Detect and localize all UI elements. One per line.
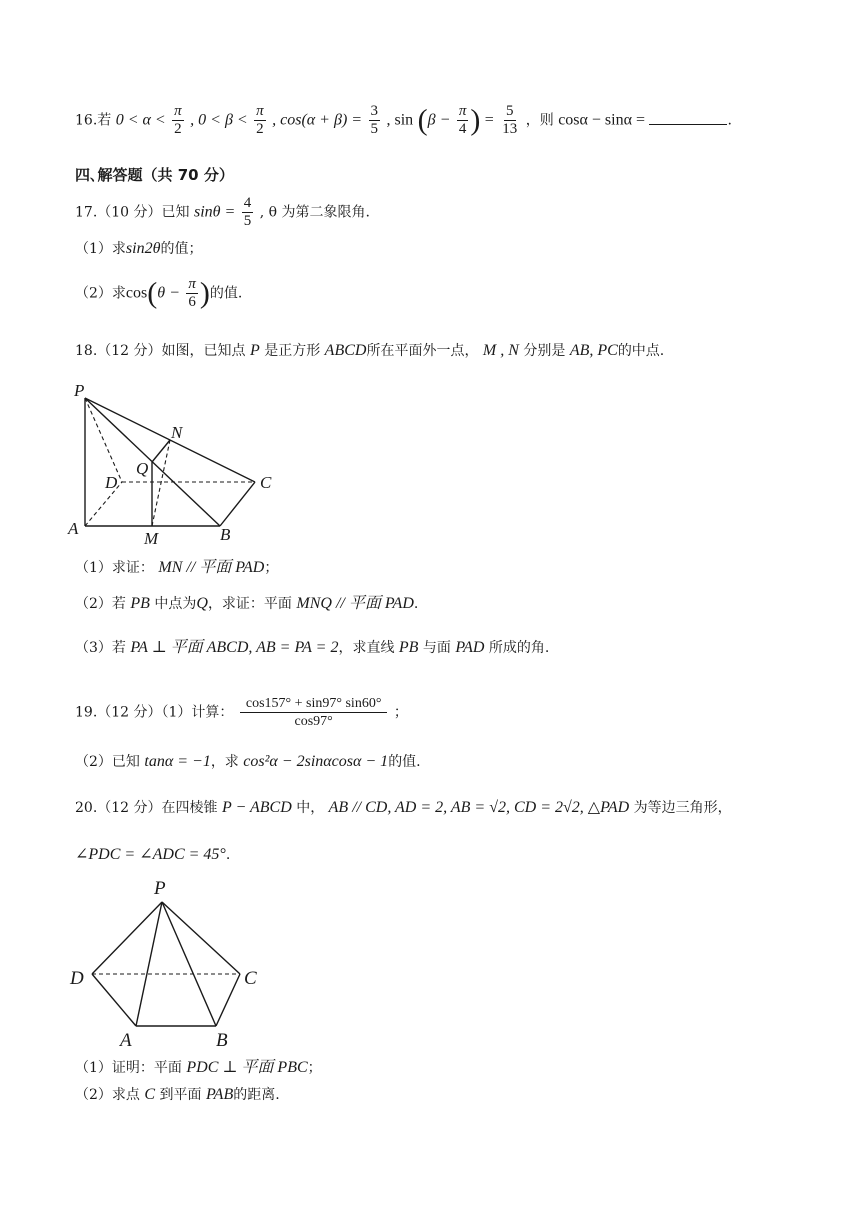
q18-part1 (75, 557, 278, 579)
q19-tail: ； (393, 704, 408, 721)
q20-p1-expr: PDC ⊥ 平面 PBC (186, 1059, 308, 1076)
q19-p2-expr: cos²α − 2sinαcosα − 1 (243, 753, 389, 770)
q18-line (75, 340, 664, 362)
q20-angle-end: . (225, 847, 231, 863)
q16-frac-5-13: $\frac{5}{13}$ (502, 103, 518, 137)
q18-p1-label: （1）求证： (75, 560, 154, 576)
q20-mid: 中， (296, 800, 325, 816)
q18-mn: M , N (482, 342, 519, 359)
q16-frac-3-5: $\frac{3}{5}$ (370, 103, 379, 137)
q16-answer-blank (649, 110, 727, 125)
q17-head: 17.（10 分）已知 (75, 204, 190, 221)
q17-p2-cos: cos (125, 284, 148, 302)
q17-p1-label: （1）求 (75, 241, 126, 257)
q18-p2-mid: 中点为 (154, 596, 197, 612)
q19-part2 (75, 751, 421, 773)
q20-angle: ∠PDC = ∠ADC = 45° (75, 846, 226, 863)
q18-p3-mid: ，求直线 (338, 640, 395, 656)
q17-p2-label: （2）求 (75, 285, 126, 302)
q19-fraction (240, 695, 388, 730)
edge-pd-hidden (85, 398, 122, 482)
q18-p2-tail1: ，求证：平面 (207, 596, 292, 612)
q16-frac-pi2-b: $\frac{\pi}{2}$ (256, 103, 264, 137)
q18-mid1: 是正方形 (264, 343, 321, 359)
q20-p2-c: C (144, 1086, 156, 1103)
q20-p2-label: （2）求点 (75, 1087, 140, 1103)
q20-pyramid: P − ABCD (221, 799, 292, 816)
label-c: C (244, 968, 257, 989)
q17-frac-pi6: $\frac{\pi}{6}$ (188, 276, 196, 310)
q18-p3-tail: 所成的角. (488, 640, 550, 656)
label-b: B (216, 1030, 228, 1051)
q18-p2-label: （2）若 (75, 596, 126, 612)
q19-numerator: cos157° + sin97° sin60° (240, 695, 388, 713)
label-p: P (74, 381, 85, 400)
q20-part1 (75, 1057, 322, 1079)
q20-p1-tail: ； (307, 1060, 322, 1076)
q17-sin: sinθ = (193, 203, 236, 221)
q20-p2-tail: 的距离. (233, 1087, 280, 1103)
q18-mid2: 所在平面外一点， (366, 343, 479, 359)
q18-abcd: ABCD (324, 342, 367, 359)
label-m: M (144, 529, 159, 548)
q20-conds: AB // CD, AD = 2, AB = √2, CD = 2√2, △PAD (328, 799, 630, 816)
segment-mn-hidden (152, 440, 170, 526)
q19-p2-mid: ，求 (210, 754, 239, 770)
edge-bc (220, 482, 255, 526)
q19-p2-tail: 的值. (388, 754, 421, 770)
label-q: Q (136, 459, 149, 478)
q16-cond2: , 0 < β < (190, 111, 248, 129)
q20-p1-label: （1）证明：平面 (75, 1060, 182, 1076)
q17-frac-4-5: $\frac{4}{5}$ (243, 195, 252, 229)
q20-angle-line (75, 844, 230, 866)
label-d: D (105, 473, 118, 492)
q16-then: ，则 (525, 112, 554, 129)
label-c: C (260, 473, 272, 492)
q18-p1-expr: MN // 平面 PAD (158, 559, 265, 576)
q16-line (75, 103, 732, 138)
q16-number: 16. (75, 112, 98, 129)
q20-line (75, 797, 732, 819)
q18-part2 (75, 593, 418, 615)
q16-sin: , sin (386, 111, 414, 129)
q16-target: cosα − sinα = (558, 111, 645, 129)
section-title: 四､解答题（共 70 分） (75, 166, 234, 184)
q19-denominator: cos97° (294, 714, 333, 729)
edge-bc (216, 974, 240, 1026)
q17-part1 (75, 238, 202, 260)
q17-line (75, 195, 370, 230)
q17-p1-tail: 的值； (160, 241, 203, 257)
label-d: D (70, 968, 84, 989)
q19-p2-label: （2）已知 (75, 754, 140, 770)
q18-p3-pb: PB (398, 639, 419, 656)
q20-part2 (75, 1084, 280, 1106)
q16-rparen: ) (470, 103, 481, 137)
q18-figure (60, 378, 290, 548)
q16-beta: β − (427, 111, 451, 129)
q18-p2-end: . (413, 596, 419, 612)
q17-p2-tail: 的值. (209, 285, 243, 302)
q18-p3-mid2: 与面 (422, 640, 451, 656)
label-b: B (220, 525, 231, 544)
edge-pd (92, 902, 162, 974)
label-n: N (171, 423, 183, 442)
q17-p1-expr: sin2θ (125, 240, 161, 257)
q16-frac-pi2-a: $\frac{\pi}{2}$ (174, 103, 182, 137)
q19-line (75, 695, 408, 730)
q19-head: 19.（12 分）（1）计算： (75, 704, 234, 721)
q18-part3 (75, 637, 549, 659)
q16-end: . (727, 112, 732, 129)
q16-frac-pi4: $\frac{\pi}{4}$ (458, 103, 467, 137)
q18-abpc: AB, PC (569, 342, 618, 359)
edge-pc (162, 902, 240, 974)
q16-eq: = (484, 111, 494, 129)
q17-lparen: ( (147, 276, 158, 310)
q18-p2-q: Q (196, 595, 208, 612)
segment-qn (152, 440, 170, 462)
edge-da (92, 974, 136, 1026)
q17-part2 (75, 276, 242, 311)
label-a: A (120, 1030, 132, 1051)
q18-mid3: 分别是 (523, 343, 566, 359)
edge-pb (162, 902, 216, 1026)
q17-cond: , θ 为第二象限角. (259, 204, 370, 221)
q16-prefix: 若 (97, 112, 112, 129)
q17-p2-inner: θ − (157, 284, 180, 302)
q18-p3-label: （3）若 (75, 640, 126, 656)
q20-tail: 为等边三角形， (633, 800, 732, 816)
label-p: P (154, 878, 166, 899)
q18-p3-expr: PA ⊥ 平面 ABCD, AB = PA = 2 (130, 639, 339, 656)
q16-cond3: , cos(α + β) = (272, 111, 363, 129)
q20-head: 20.（12 分）在四棱锥 (75, 800, 218, 816)
q20-p2-pab: PAB (205, 1086, 234, 1103)
q20-figure (64, 874, 274, 1054)
q18-p3-pad: PAD (455, 639, 485, 656)
q16-cond1: 0 < α < (115, 111, 166, 129)
q18-p2-pb: PB (130, 595, 150, 612)
q17-rparen: ) (199, 276, 210, 310)
q18-p1-tail: ； (264, 560, 279, 576)
q18-point-p: P (249, 342, 260, 359)
q18-p2-expr: MNQ // 平面 PAD (296, 595, 414, 612)
q16-lparen: ( (417, 103, 428, 137)
q20-p2-mid: 到平面 (159, 1087, 202, 1103)
label-a: A (68, 519, 79, 538)
q18-head: 18.（12 分）如图，已知点 (75, 343, 246, 359)
q18-tail: 的中点. (617, 343, 665, 359)
q19-p2-tan: tanα = −1 (144, 753, 211, 770)
edge-pa (136, 902, 162, 1026)
